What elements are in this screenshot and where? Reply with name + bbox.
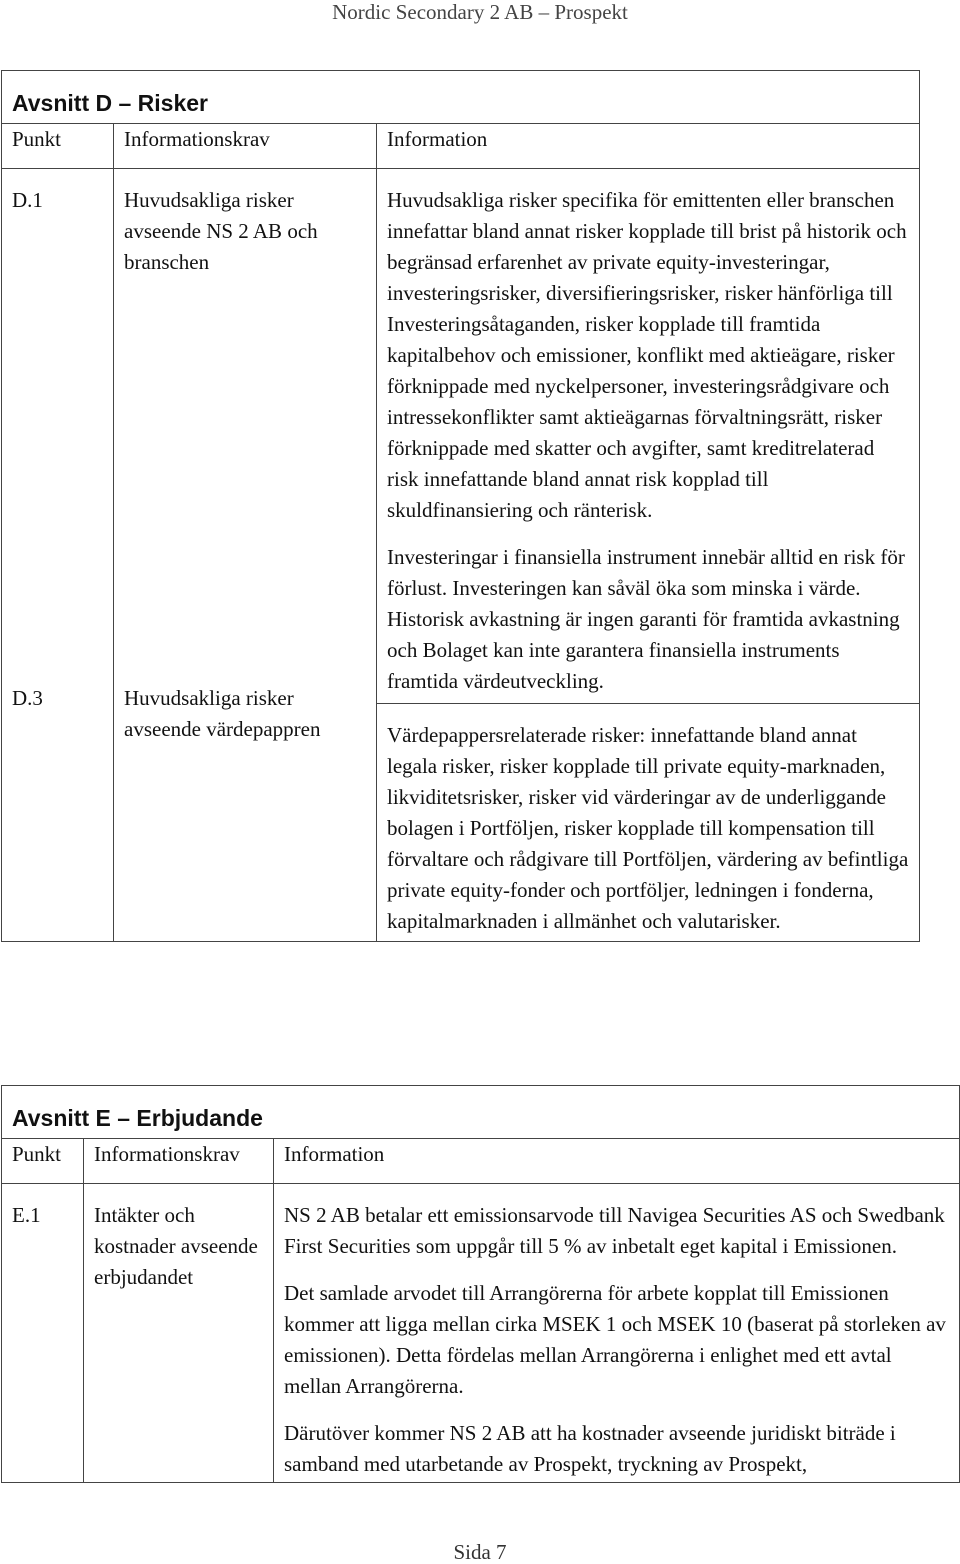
info-paragraph: Därutöver kommer NS 2 AB att ha kostnader avseende juridiskt biträde i samband med utarbetande av Prospekt, tryckning av Prospekt, [284,1421,896,1476]
row-informationskrav-d3: Huvudsakliga risker avseende värdepappren [124,686,321,741]
row-information-d3 [377,704,920,942]
section-d-title: Avsnitt D – Risker [2,71,920,124]
column-header-punkt: Punkt [2,124,114,169]
row-punkt: D.1 D.3 [2,169,114,942]
section-e-table [1,1085,960,1483]
table-row [2,1184,960,1483]
section-e-title: Avsnitt E – Erbjudande [2,1086,960,1139]
section-e-column-headers [2,1139,960,1184]
section-d-table [1,70,920,942]
info-paragraph: NS 2 AB betalar ett emissionsarvode till Navigea Securities AS och Swedbank First Securities som uppgår till 5 % av inbetalt eget kapital i Emissionen. [284,1203,945,1258]
column-header-information: Information [377,124,920,169]
info-paragraph: Det samlade arvodet till Arrangörerna för arbete kopplat till Emissionen kommer att ligga mellan cirka MSEK 1 och MSEK 10 (baserat på storleken av emissionen). Detta fördelas mellan Arrangörerna i enlighet med ett avtal mellan Arrangörerna. [284,1281,946,1398]
row-punkt-d3: D.3 [12,686,43,710]
column-header-information: Information [274,1139,960,1184]
row-information-e1 [274,1184,960,1483]
row-informationskrav: Intäkter och kostnader avseende erbjudandet [84,1184,274,1483]
table-row [2,169,920,704]
row-informationskrav: Huvudsakliga risker avseende NS 2 AB och branschen Huvudsakliga risker avseende värdepappren [114,169,377,942]
section-d-column-headers [2,124,920,169]
column-header-punkt: Punkt [2,1139,84,1184]
running-header-title: Nordic Secondary 2 AB – Prospekt [332,0,628,24]
info-paragraph: Värdepappersrelaterade risker: innefattande bland annat legala risker, risker kopplade till private equity-marknaden, likviditetsrisker, risker vid värderingar av de underliggande bolagen i Portföljen, risker kopplade till kompensation till förvaltare och rådgivare till Portföljen, värdering av befintliga private equity-fonder och portföljer, ledningen i fonderna, kapitalmarknaden i allmänhet och valutarisker. [387,723,909,933]
info-paragraph: Huvudsakliga risker specifika för emittenten eller branschen innefattar bland annat risker kopplade till brist på historik och begränsad erfarenhet av private equity-investeringar, investeringsrisker, diversifieringsrisker, risker hänförliga till Investeringsåtaganden, risker kopplade till framtida kapitalbehov och emissioner, konflikt med aktieägare, risker förknippade med nyckelpersoner, investeringsrådgivare och intressekonflikter samt aktieägarnas förvaltningsrätt, risker förknippade med skatter och avgifter, samt kreditrelaterad risk innefattande bland annat risk kopplad till skuldfinansiering och ränterisk. [387,188,907,522]
info-paragraph: Investeringar i finansiella instrument innebär alltid en risk för förlust. Investeringen kan såväl öka som minska i värde. Historisk avkastning är ingen garanti för framtida avkastning och Bolaget kan inte garantera finansiella instruments framtida värdeutveckling. [387,545,905,693]
page-number: Sida 7 [453,1540,507,1564]
column-header-informationskrav: Informationskrav [84,1139,274,1184]
row-punkt: E.1 [2,1184,84,1483]
row-information-d1 [377,169,920,704]
column-header-informationskrav: Informationskrav [114,124,377,169]
